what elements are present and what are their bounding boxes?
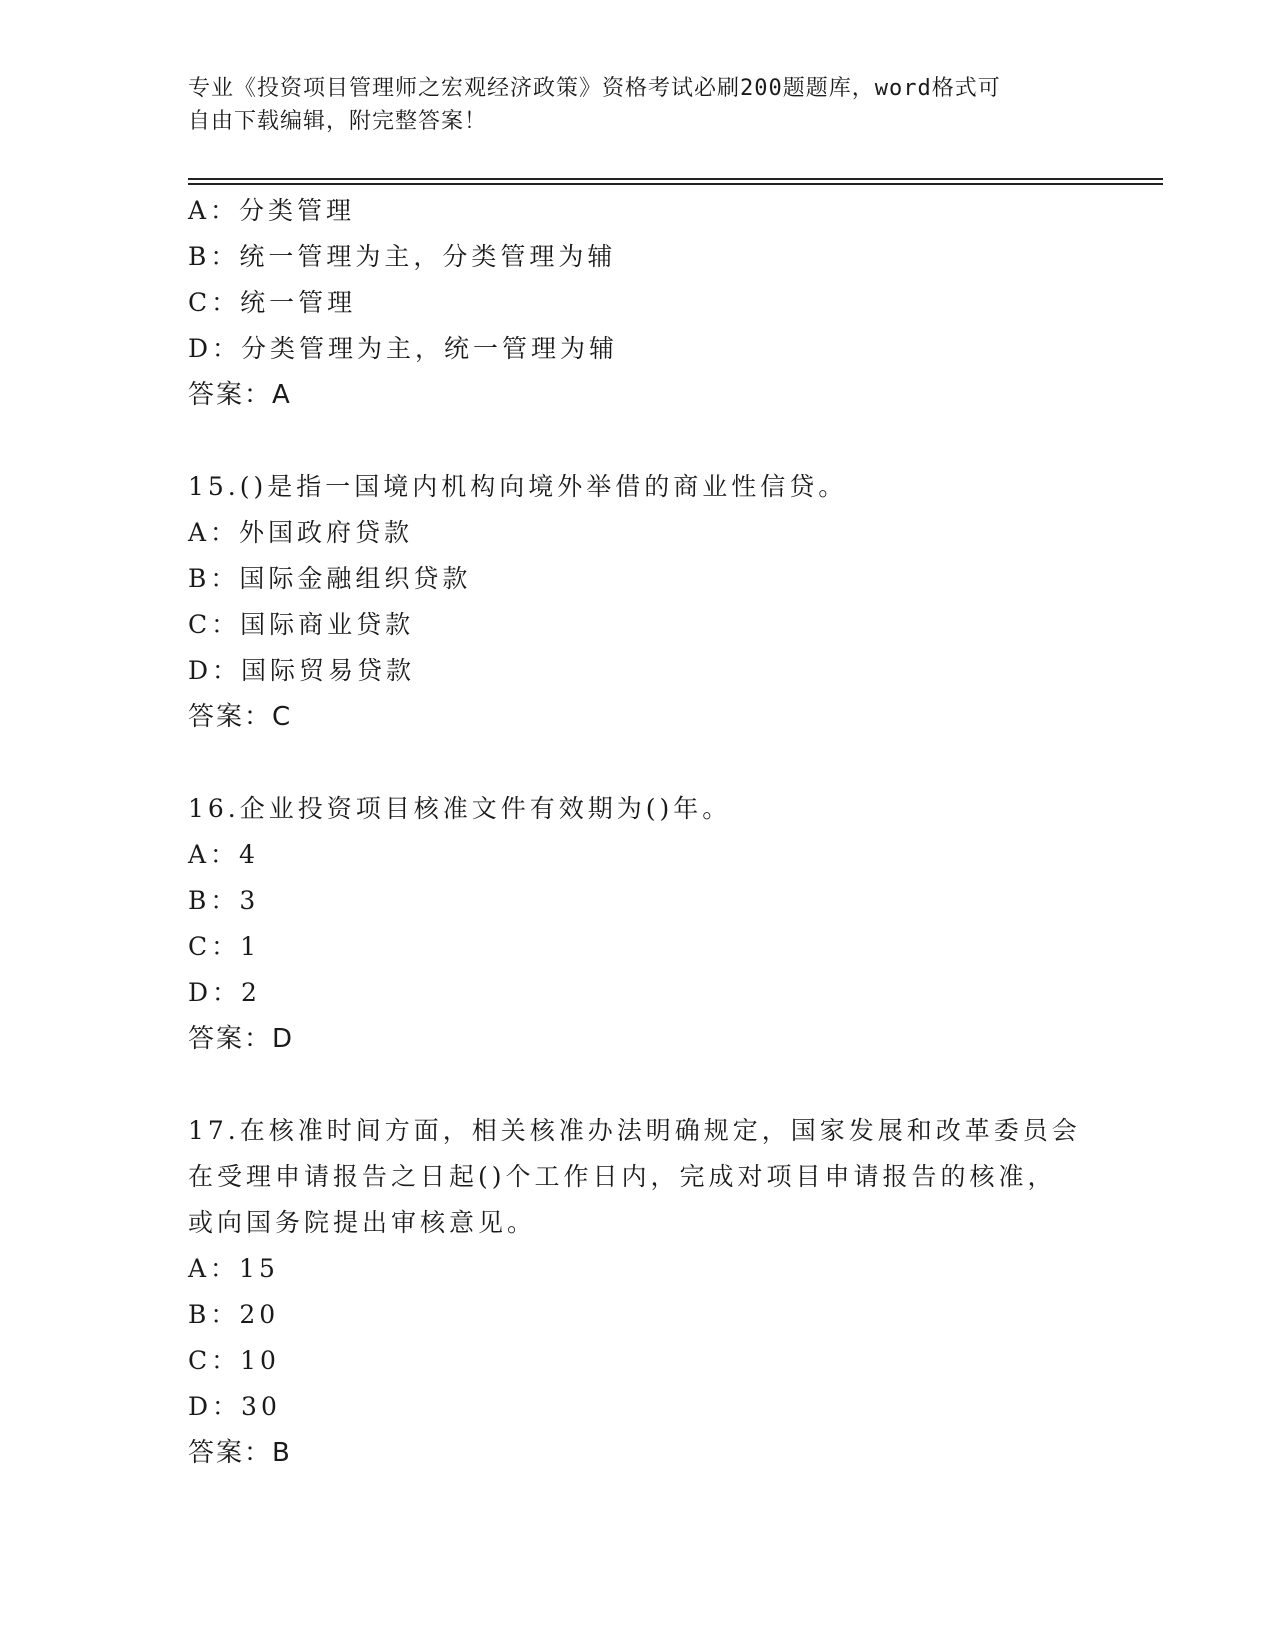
option-c: C：1: [188, 932, 261, 961]
option-d: D：国际贸易贷款: [188, 656, 416, 685]
question-17: [188, 1108, 1148, 1476]
question-stem: 15.()是指一国境内机构向境外举借的商业性信贷。: [188, 472, 848, 501]
option-c: C：统一管理: [188, 288, 357, 317]
header-divider-bottom: [188, 183, 1163, 185]
option-b: B：统一管理为主，分类管理为辅: [188, 242, 617, 271]
answer-line: 答案：A: [188, 380, 292, 410]
document-header: [188, 72, 1088, 138]
question-15: [188, 464, 1148, 740]
option-c: C：国际商业贷款: [188, 610, 415, 639]
option-a: A：4: [188, 840, 259, 869]
option-d: D：分类管理为主，统一管理为辅: [188, 334, 619, 363]
question-stem-line-2: 在受理申请报告之日起()个工作日内，完成对项目申请报告的核准，: [188, 1162, 1057, 1191]
answer-line: 答案：D: [188, 1024, 295, 1054]
option-c: C：10: [188, 1346, 280, 1375]
option-b: B：20: [188, 1300, 280, 1329]
option-d: D：30: [188, 1392, 281, 1421]
answer-line: 答案：B: [188, 1438, 292, 1468]
option-d: D：2: [188, 978, 261, 1007]
answer-line: 答案：C: [188, 702, 293, 732]
option-a: A：分类管理: [188, 196, 356, 225]
question-stem: 16.企业投资项目核准文件有效期为()年。: [188, 794, 732, 823]
option-a: A：外国政府贷款: [188, 518, 414, 547]
question-14: [188, 188, 1148, 418]
question-stem-line-3: 或向国务院提出审核意见。: [188, 1208, 537, 1237]
option-b: B：国际金融组织贷款: [188, 564, 472, 593]
question-list: [188, 188, 1148, 1476]
header-line-2: 自由下载编辑，附完整答案！: [188, 109, 488, 134]
option-b: B：3: [188, 886, 260, 915]
option-a: A：15: [188, 1254, 279, 1283]
question-16: [188, 786, 1148, 1062]
question-stem-line-1: 17.在核准时间方面，相关核准办法明确规定，国家发展和改革委员会: [188, 1116, 1081, 1145]
header-line-1: 专业《投资项目管理师之宏观经济政策》资格考试必刷200题题库，word格式可: [188, 76, 1001, 101]
header-divider-top: [188, 178, 1163, 180]
